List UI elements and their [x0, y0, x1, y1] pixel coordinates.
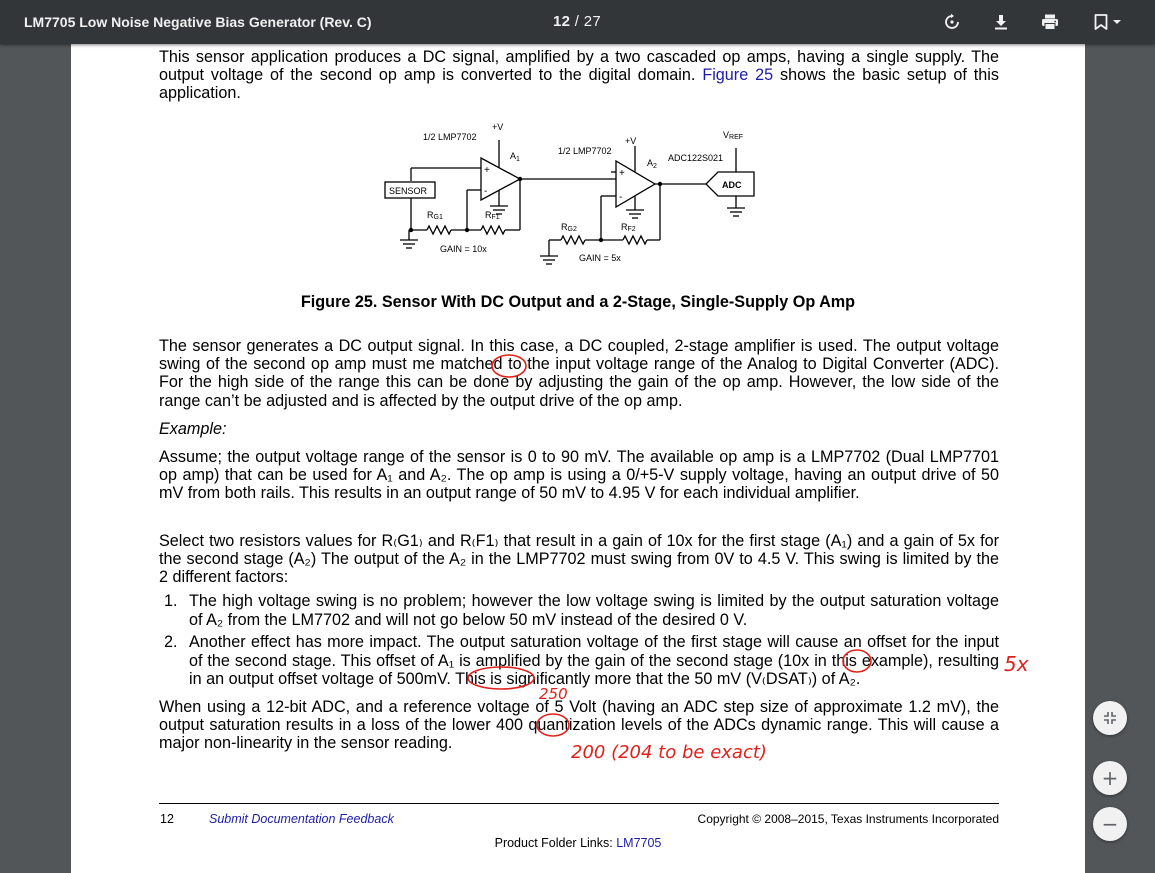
print-button[interactable]	[1035, 8, 1065, 36]
list-item-2	[164, 633, 999, 689]
print-icon	[1041, 13, 1059, 31]
bookmark-icon	[1094, 14, 1108, 30]
total-pages: 27	[583, 13, 601, 30]
zoom-in-button[interactable]: +	[1093, 761, 1127, 795]
footer-page-number: 12	[160, 812, 174, 826]
a2-label: $A_2$	[647, 158, 657, 170]
list-item-1	[164, 592, 999, 629]
rg1-label: RG1	[427, 210, 443, 221]
amp1-label: 1/2 LMP7702	[423, 132, 477, 142]
pdf-page	[71, 44, 1085, 873]
lm7705-link[interactable]: LM7705	[616, 836, 662, 850]
sensor-label: SENSOR	[389, 186, 428, 196]
a2-minus: -	[619, 192, 623, 203]
fit-page-icon	[1103, 711, 1117, 725]
amp2-label: 1/2 LMP7702	[558, 146, 612, 156]
download-button[interactable]	[986, 8, 1016, 36]
list-number: 1.	[164, 592, 178, 610]
adc-label: ADC	[722, 180, 742, 190]
page-indicator	[553, 13, 601, 30]
folder-label: Product Folder Links:	[494, 836, 617, 850]
product-folder-links	[71, 836, 1085, 850]
zoom-out-button[interactable]: −	[1093, 807, 1127, 841]
fit-page-button[interactable]	[1093, 701, 1127, 735]
adc-part-label: ADC122S021	[668, 153, 724, 163]
feedback-link[interactable]: Submit Documentation Feedback	[209, 812, 394, 826]
footer-copyright: Copyright © 2008–2015, Texas Instruments Incorporated	[697, 812, 999, 826]
rg2-label: RG2	[561, 222, 577, 233]
vref-label: VREF	[723, 130, 744, 141]
rotate-button[interactable]	[937, 8, 967, 36]
list-number: 2.	[164, 633, 178, 651]
paragraph-adc: When using a 12-bit ADC, and a reference voltage of 5 Volt (having an ADC step size of approximate 1.2 mV), the output saturation results in a loss of the lower 400 quantization levels of the ADCs dynamic range. This will cause a major non-linearity in the sensor reading.	[159, 698, 999, 753]
intro-text-a: This sensor application produces a DC signal, amplified by a two cascaded op amps, having a single supply. The output voltage of the second op amp is converted to the digital domain.	[159, 48, 999, 85]
figure-25-link[interactable]: Figure 25	[702, 66, 774, 85]
list-text: Another effect has more impact. The output saturation voltage of the first stage will cause an offset for the input of the second stage. This offset of A₁ is amplified by the gain of the second stage (10x in this example), resulting in an output offset voltage of 500mV. This is significantly more that the 50 mV (V₍DSAT₎) of A₂.	[189, 633, 999, 689]
note-5x: 5x	[1004, 652, 1029, 676]
footer-divider	[159, 803, 999, 804]
circuit-diagram	[371, 116, 791, 276]
a2-plus: +	[619, 168, 625, 179]
note-250: 250	[539, 685, 568, 703]
bookmark-menu-button[interactable]	[1088, 8, 1128, 36]
gain2-label: GAIN = 5x	[579, 253, 621, 263]
list-text: The high voltage swing is no problem; however the low voltage swing is limited by the output saturation voltage of A₂ from the LM7702 and will not go below 50 mV instead of the desired 0 V.	[189, 592, 999, 629]
vplus1-label: +V	[492, 122, 504, 132]
a1-minus: -	[484, 186, 488, 197]
a1-label: $A_1$	[510, 151, 520, 163]
note-200: 200 (204 to be exact)	[571, 742, 767, 763]
intro-paragraph	[159, 48, 999, 103]
paragraph-sensor-output: The sensor generates a DC output signal. In this case, a DC coupled, 2-stage amplifier is used. The output voltage swing of the second op amp must me matched to the input voltage range of the Analog to Digital Converter (ADC). For the high side of the range this can be done by adjusting the gain of the op amp. However, the low side of the range can’t be adjusted and is affected by the output drive of the op amp.	[159, 337, 999, 410]
a1-plus: +	[484, 165, 490, 176]
rf2-label: RF2	[621, 222, 636, 233]
download-icon	[993, 14, 1009, 30]
paragraph-select-resistors: Select two resistors values for R₍G1₎ and R₍F1₎ that result in a gain of 10x for the first stage (A₁) and a gain of 5x for the second stage (A₂) The output of the A₂ in the LMP7702 must swing from 0V to 4.5 V. This swing is limited by the 2 different factors:	[159, 532, 999, 587]
current-page-input[interactable]: 12	[553, 13, 571, 30]
rf1-label: RF1	[485, 210, 500, 221]
page-separator: /	[574, 13, 580, 30]
vplus2-label: +V	[625, 136, 637, 146]
example-label: Example:	[159, 420, 227, 438]
figure-caption: Figure 25. Sensor With DC Output and a 2-Stage, Single-Supply Op Amp	[300, 293, 856, 311]
intro-text-b: shows the basic setup of this application.	[159, 66, 999, 103]
chevron-down-icon	[1112, 18, 1122, 26]
gain1-label: GAIN = 10x	[440, 244, 487, 254]
rotate-icon	[943, 13, 961, 31]
paragraph-assume: Assume; the output voltage range of the sensor is 0 to 90 mV. The available op amp is a LMP7702 (Dual LMP7701 op amp) that can be used for A₁ and A₂. The op amp is using a 0/+5-V supply voltage, having an output drive of 50 mV from both rails. This results in an output range of 50 mV to 4.95 V for each individual amplifier.	[159, 448, 999, 503]
pdf-toolbar	[0, 0, 1155, 44]
document-title: LM7705 Low Noise Negative Bias Generator (Rev. C)	[24, 14, 372, 30]
